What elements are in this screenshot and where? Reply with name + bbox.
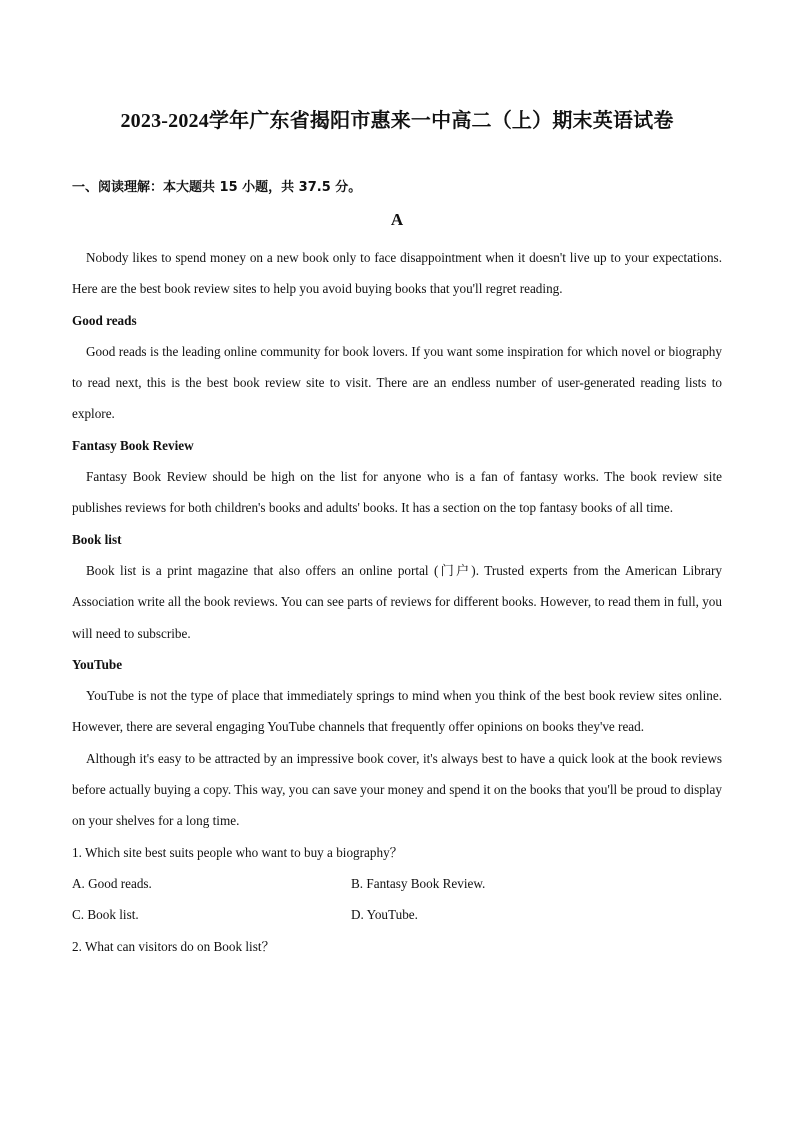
question-1-options-row-2 [72,899,722,930]
site-heading-booklist: Book list [72,531,122,547]
page-title: 2023-2024学年广东省揭阳市惠来一中高二（上）期末英语试卷 [120,110,674,132]
site-heading-fantasy-book-review: Fantasy Book Review [72,437,194,453]
section-heading: 一、阅读理解：本大题共 15 小题，共 37.5 分。 [72,180,362,195]
option-a[interactable]: A. Good reads. [72,875,152,891]
site-text-booklist: Book list is a print magazine that also offers an online portal (门户). Trusted experts from the American Library Association write all the book reviews. You can see parts of reviews for different books. However, to read them in full, you will need to subscribe. [72,562,722,641]
intro-paragraph: Nobody likes to spend money on a new book only to face disappointment when it doesn't live up to your expectations. Here are the best book review sites to help you avoid buying books that you'll regret reading. [72,250,722,297]
conclusion-paragraph: Although it's easy to be attracted by an impressive book cover, it's always best to have a quick look at the book reviews before actually buying a copy. This way, you can save your money and spend it on the books that you'll be proud to display on your shelves for a long time. [72,750,722,829]
question-1-options-row-1 [72,868,722,899]
site-heading-goodreads: Good reads [72,312,137,328]
site-text-youtube: YouTube is not the type of place that immediately springs to mind when you think of the best book review sites online. However, there are several engaging YouTube channels that frequently offer opinions on books they've read. [72,688,722,735]
site-text-fantasy-book-review: Fantasy Book Review should be high on the list for anyone who is a fan of fantasy works. The book review site publishes reviews for both children's books and adults' books. It has a section on the top fantasy books of all time. [72,469,722,516]
site-text-goodreads: Good reads is the leading online community for book lovers. If you want some inspiration for which novel or biography to read next, this is the best book review site to visit. There are an endless number of user-generated reading lists to explore. [72,343,722,422]
question-2: 2. What can visitors do on Book list？ [72,938,275,954]
option-c[interactable]: C. Book list. [72,907,139,923]
passage-label: A [390,210,404,229]
option-d[interactable]: D. YouTube. [351,907,418,923]
passage-body [72,242,722,962]
site-heading-youtube: YouTube [72,656,123,672]
question-1: 1. Which site best suits people who want to buy a biography？ [72,844,403,860]
option-b[interactable]: B. Fantasy Book Review. [351,875,486,891]
